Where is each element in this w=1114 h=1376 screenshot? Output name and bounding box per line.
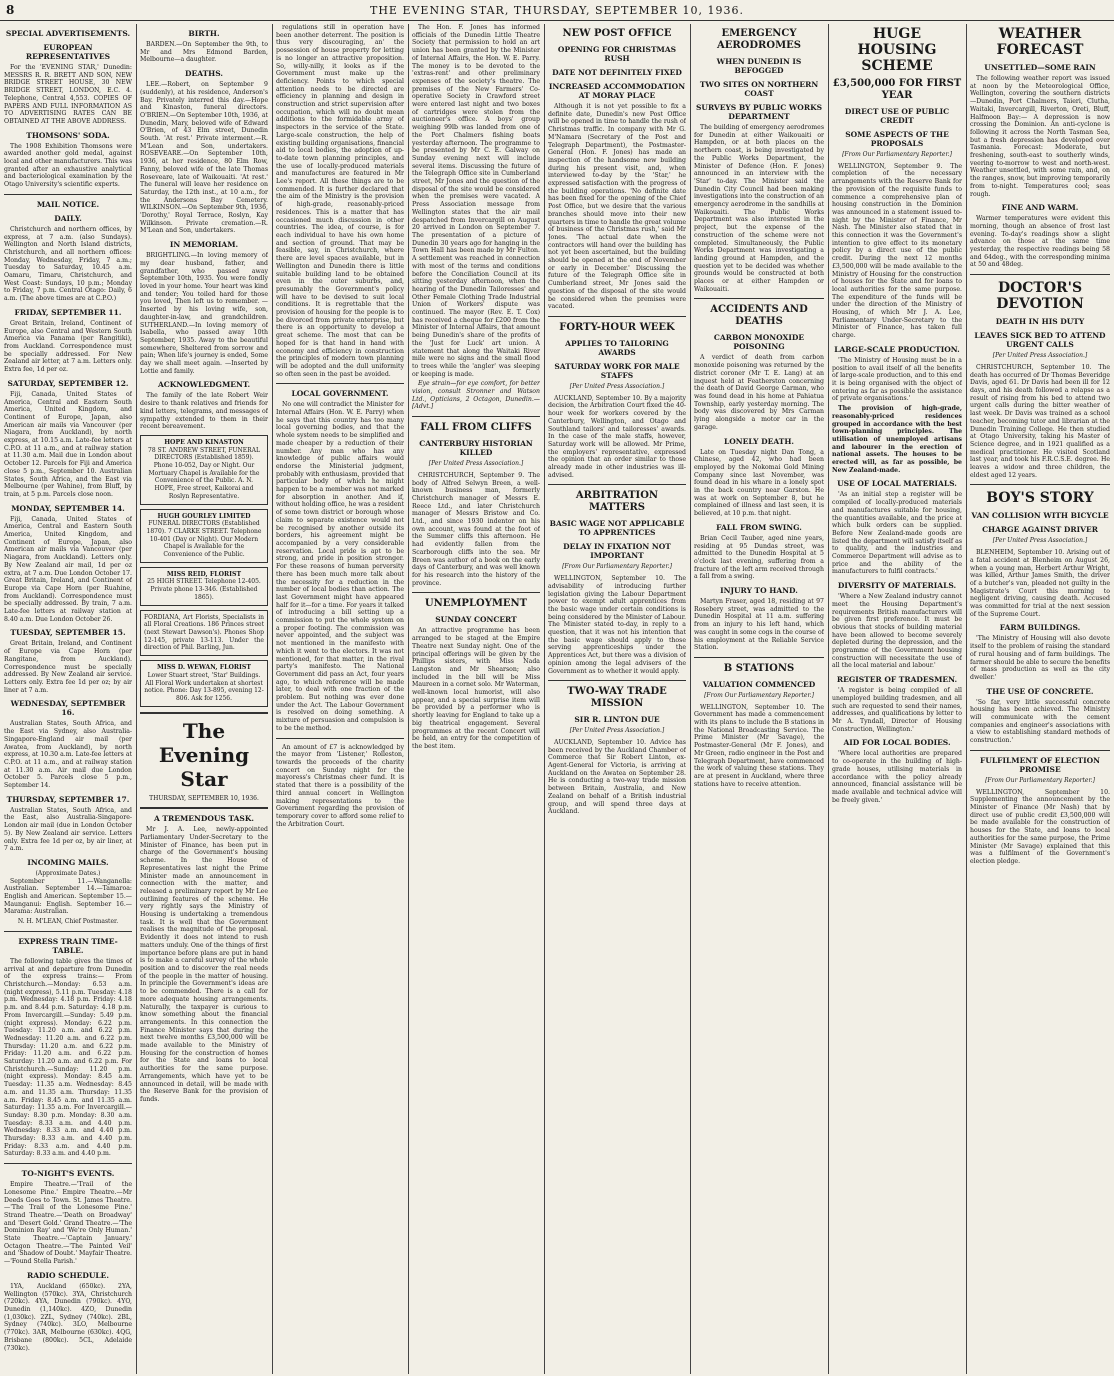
fine-warm-text: Warmer temperatures were evident this morning, though an absence of frost last evening. To-day's readings show a slight advance on those at the same time yesterday, the respective readings being 58 and 64deg., with the corresponding minima at 50 and 48deg. (970, 215, 1110, 269)
incoming-heading: INCOMING MAILS. (27, 857, 109, 867)
ad1-title: HOPE AND KINASTON (164, 438, 244, 446)
forty-hour-sub2: SATURDAY WORK FOR MALE STAFFS (554, 361, 680, 380)
farm-text: 'The Ministry of Housing will also devote itself to the problem of raising the standard of rural housing and of farm buildings. The farmer should be able to secure the benefits of mass production as well as the city dweller.' (970, 635, 1110, 681)
b-stations-agency: [From Our Parliamentary Reporter.] (704, 691, 814, 699)
pledge-heading: FULFILMENT OF ELECTION PROMISE (980, 755, 1100, 774)
injury-heading: INJURY TO HAND. (720, 586, 798, 596)
euro-text: For the 'EVENING STAR,' Dunedin: MESSRS R. R. BRETT AND SON, NEW BRIDGE STREET HOUSE, 30 NEW BRIDGE STREET, LONDON, E.C. 4. Telephone, Central 4,553. COPIES OF PAPERS AND FULL INFORMATION AS TO ADVERTISING RATES CAN BE OBTAINED AT THE ABOVE ADDRESS. (4, 64, 132, 125)
local-bodies-heading: AID FOR LOCAL BODIES. (843, 738, 951, 748)
sat-text: Fiji, Canada, United States of America, Central and Eastern South America, United Kingdom, and Continent of Europe, Japan, also American air mails via Vancouver (per Niagara, from Auckland), by north express, at 10.15 a.m. Late-fee letters at C.P.O. at 11 a.m., and at railway station at 11.30 a.m. Mail due in London about October 12. Parcels for Fiji and America close 5 p.m., September 10. Australian States, South Africa, and the East via Melbourne (per Wahine), from Bluff, by train, at 5 p.m. Parcels close noon. (4, 390, 132, 498)
b-stations-heading: B STATIONS (723, 662, 795, 674)
editorial-continued: regulations still in operation have been another deterrent. The position is thus very discouraging, an' the possession of house property for letting is no longer an attractive proposition. So, willy-nilly, it looks as if the Government must make up the deficiency. Points to which special attention needs to be directed are efficiency in planning and design in construction and strict supervision after occupation, which will no doubt mean additions to the formidable army of inspectors in the service of the State. Large-scale construction, the help of existing building organisations, financial aid to local bodies, the adoption of up-to-date town planning principles, and the use of locally-produced materials and manufactures are featured in Mr Lee's report. All these things are to be commended. It is further declared that the aim of the Ministry is the provision of high-grade, reasonably-priced residences. This is a matter that has occasioned much discussion in other countries. The idea, of course, is for each individual to have his own home and section of ground. That may be feasible, say, in Christchurch, where there are level spaces available, but in Wellington and Dunedin there is little suitable building land to be obtained even in the outer suburbs, and, presumably the Government's policy will have to be devised to suit local conditions. It is regrettable that the provision of housing for the people is to be divorced from private enterprise, but there is an opportunity to develop a great scheme. The most that can be hoped for is that hand in hand with economy and efficiency in construction the principles of modern town planning will be adopted and the dull uniformity so often seen in the past be avoided. (276, 24, 404, 378)
arbitration-heading: ARBITRATION MATTERS (575, 490, 659, 514)
doctor-text: CHRISTCHURCH, September 10. The death has occurred of Dr Thomas Beveridge Davis, aged 61. Dr Davis had been ill for 12 days, and his death followed a relapse as a result of rising from his bed to attend two urgent calls during the bitter weather of last week. Dr Davis was trained as a school teacher, becoming tutor and librarian at the Dunedin Training College. He then studied at Otago University, taking his Master of Science degree, and in 1921 qualified as a medical practitioner. He visited Scotland last year, and took his F.R.C.S.E. degree. He leaves a widow and three children, the eldest aged 12 years. (970, 363, 1110, 479)
mon-text: Fiji, Canada, United States of America, Central and Eastern South America, United Kingdom, and Continent of Europe, Japan, also American air mails via Vancouver (per Niagara, from Auckland). Letters only. By New Zealand air mail, 1d per oz extra, at 7 a.m. Due London October 17. Great Britain, Ireland, and Continent of Europe via Cape Horn (per Ruahine, from Auckland). Correspondence must be specially addressed. By train, 7 a.m. Late-fee letters at railway station at 8.40 a.m. Due London October 26. (4, 515, 132, 623)
memoriam-heading: IN MEMORIAM. (169, 240, 239, 250)
farm-heading: FARM BUILDINGS. (999, 623, 1081, 633)
local-bodies-text: 'Where local authorities are prepared to co-operate in the building of high-grade houses, utilising materials in accordance with the policy already announced, financial assistance will be made available and technical advice will be freely given.' (832, 750, 962, 804)
ack-heading: ACKNOWLEDGMENT. (157, 380, 251, 390)
mail-daily: DAILY. (54, 213, 82, 223)
tue-heading: TUESDAY, SEPTEMBER 15. (10, 628, 126, 638)
fall-text: Brian Cecil Tauber, aged nine years, residing at 95 Dundas street, was admitted to the Dunedin Hospital at 5 o'clock last evening, suffering from a fracture of the left arm received through a fall from a swing. (694, 534, 824, 581)
lonely-heading: LONELY DEATH. (723, 436, 795, 446)
boys-story-agency: [Per United Press Association.] (992, 537, 1088, 545)
weather-text: The following weather report was issued at noon by the Meteorological Office, Wellington, covering the southern districts—Dunedin, Port Chalmers, Taieri, Clutha, Waitaki, Invercargill, Riverton, Oreti, Bluff, Halfmoon Bay:— A depression is now crossing the Dominion. An anti-cyclone is following it across the North Tasman Sea, but a fresh depression has developed over Tasmania. Forecast: Moderate, but freshening, south-east to southerly winds, veering to-morrow to west and north-west. Weather unsettled, with some rain, and, on the ranges, snow, but improving temporarily from to-night. Temperatures cool; seas rough. (970, 75, 1110, 198)
incoming-text: September 11.—Wanganella: Australian. September 14.—Tamaroa: English and American. September 15.—Maunganui: English. September 16.—Marama: Australian. (4, 877, 132, 916)
tue-text: Great Britain, Ireland, and Continent of Europe via Cape Horn (per Rangitane, from Auckland). Correspondence must be specially addressed. By New Zealand air service. Letters only. Extra fee 1d per oz; by air liner at 7 a.m. (4, 640, 132, 694)
charity-text: An amount of £7 is acknowledged by the mayor from 'Listener,' Rolleston, towards the proceeds of the charity concert on Sunday night for the mayoress's Christmas cheer fund. It is stated that there is a possibility of the third annual concert in Wellington making representations to the Government regarding the provision of temporary cover to afford some relief to the Arbitration Court. (276, 743, 404, 828)
ad-wewan (140, 660, 268, 707)
express-text: The following table gives the times of arrival at and departure from Dunedin of the express trains:— From Christchurch.—Monday: 6.53 a.m. (night express), 5.11 p.m. Tuesday: 4.18 p.m. Wednesday: 4.18 p.m. Friday: 4.18 p.m. and 8.44 p.m. Saturday: 4.18 p.m. From Invercargill.—Sunday: 5.49 p.m. (night express). Monday: 6.22 p.m. Tuesday: 11.20 a.m. and 6.22 p.m. Wednesday: 11.20 a.m. and 6.22 p.m. Thursday: 11.20 a.m. and 6.22 p.m. Friday: 11.20 a.m. and 6.22 p.m. Saturday: 11.20 a.m. and 6.22 p.m. For Christchurch.—Sunday: 11.20 p.m. (night express). Monday: 8.45 a.m. Tuesday: 11.35 a.m. Wednesday: 8.45 a.m. and 11.35 a.m. Thursday: 11.35 a.m. Friday: 8.45 a.m. and 11.35 a.m. Saturday: 11.35 a.m. For Invercargill.—Sunday: 8.30 p.m. Monday: 8.30 a.m. Tuesday: 8.33 a.m. and 4.40 p.m. Wednesday: 8.33 a.m. and 4.40 p.m. Thursday: 8.33 a.m. and 4.40 p.m. Friday: 8.33 a.m. and 4.40 p.m. Saturday: 8.33 a.m. and 4.40 p.m. (4, 957, 132, 1158)
euro-heading: EUROPEAN REPRESENTATIVES (25, 43, 111, 61)
accidents-heading: ACCIDENTS AND DEATHS (710, 304, 808, 328)
local-materials-text: 'As an initial step a register will be compiled of locally-produced materials and manufactures suitable for housing, the quantities available, and the price at which bulk orders can be supplied. Before New Zealand-made goods are listed the department will satisfy itself as to quality, and the industries and Commerce Department will advise as to price and the ability of the manufacturers to fulfil contracts.' (832, 491, 962, 576)
birth-heading: BIRTH. (188, 29, 220, 38)
unemployment-text: An attractive programme has been arranged to be staged at the Empire Theatre next Sunday night. One of the principal offerings will be given by the Phillips sisters, with Miss Nada Langston and Mr Shearson; also included in the bill will be Miss Maureen in a cornet solo. Mr Waterman, well-known local humorist, will also appear, and a special surprise item will be provided by a performer who is shortly leaving for England to take up a big theatrical engagement. Several programmes at the recent Concert will be held, an entry for the competition of the best item. (412, 627, 540, 750)
mail-text: Christchurch and northern offices, by express, at 7 a.m. (also Sundays). Wellington and North Island districts, Christchurch, and all northern offices: Monday, Wednesday, Friday, 7 a.m.; Tuesday to Saturday, 10.45 a.m. Oamaru, Timaru, Christchurch, and West Coast: Sundays, 10 p.m.; Monday to Friday, 7 p.m. Central Otago: Daily, 6 a.m. (The above times are at C.P.O.) (4, 225, 132, 303)
thu-heading: THURSDAY, SEPTEMBER 17. (6, 794, 130, 804)
wed-text: Australian States, South Africa, and the East via Sydney, also Australia-Singapore-England air mail (per Awatea, from Auckland), by north express, at 10.30 a.m. Late-fee letters at C.P.O. at 11 a.m., and at railway station at 11.30 a.m. Air mail due London October 5. Parcels close 5 p.m., September 14. (4, 720, 132, 790)
ad3-text: 25 HIGH STREET. Telephone 12-405. Private phone 13-346. (Established 1865). (147, 578, 261, 601)
column-4 (412, 24, 540, 1374)
falls-agency: [Per United Press Association.] (428, 460, 524, 468)
falls-heading: FALL FROM CLIFFS (420, 422, 532, 434)
trade-mission-heading: TWO-WAY TRADE MISSION (567, 686, 667, 710)
forty-hour-agency: [Per United Press Association.] (569, 382, 665, 390)
boys-story-text: BLENHEIM, September 10. Arising out of a fatal accident at Blenheim on August 26, when a young man, Herbert Arthur Wright, was killed, Arthur James Smith, the driver of a butcher's van, pleaded not guilty in the Magistrate's Court this morning to negligent driving, causing death. Accused was committed for trial at the next session of the Supreme Court. (970, 549, 1110, 618)
ad5-text: Lower Stuart street, 'Star' Buildings. All Floral Work undertaken at shortest notice. Phone: Day 13-895, evening 12-806. Ask for 1256. (144, 671, 264, 702)
ad-hugh-gourley (140, 509, 268, 563)
arbitration-text: WELLINGTON, September 10. The advisability of introducing further legislation giving the Labour Department power to exempt adult apprentices from the basic wage under certain conditions is being considered by the Minister of Labour. The Minister stated to-day, in reply to a question, that it was not his intention that the basic wage should apply to those serving apprenticeships under the Apprentices Act, but there was a division of opinion among the legal advisers of the Government as to whether it would apply. (548, 575, 686, 675)
column-1 (4, 24, 132, 1374)
doctor-agency: [Per United Press Association.] (992, 352, 1088, 360)
post-office-sub3: INCREASED ACCOMMODATION AT MORAY PLACE (548, 82, 686, 100)
arbitration-agency: [From Our Parliamentary Reporter.] (562, 563, 672, 571)
doctor-heading: DOCTOR'S DEVOTION (996, 280, 1084, 313)
large-scale-heading: LARGE-SCALE PRODUCTION. (834, 344, 960, 354)
housing-sub3: SOME ASPECTS OF THE PROPOSALS (845, 130, 949, 148)
arbitration-sub2: DELAY IN FIXATION NOT IMPORTANT (563, 542, 671, 561)
register-text: 'A register is being compiled of all unemployed building tradesmen, and all such are requested to send their names, addresses, and qualifications by letter to Mr A. Tyndall, Director of Housing Construction, Wellington.' (832, 687, 962, 733)
large-scale-text: 'The Ministry of Housing must be in a position to avail itself of all the benefits of large-scale production, and to this end it is being organised with the object of entering as far as possible the assistance of private organisations.' (832, 356, 962, 403)
advert-snippet: Eye strain—for eye comfort, for better vision, consult Stronner and Watson Ltd., Opticians, 2 Octagon, Dunedin.—[Advt.] (412, 380, 540, 411)
sat-heading: SATURDAY, SEPTEMBER 12. (7, 378, 129, 388)
diversity-text: 'Where a New Zealand industry cannot meet the Housing Department's requirements British manufacturers will be given first preference. It must be obvious that stocks of building material have been allowed to become severely depleted during the depression, and the programme of the Government housing construction will necessitate the use of all the local material and labour.' (832, 593, 962, 670)
news-notes: The Hon. F. Jones has informed officials of the Dunedin Little Theatre Society that permission to hold an art union has been granted by the Minister of Internal Affairs, the Hon. W. E. Parry. The money is to be devoted to the 'extras-rent' and other preliminary expenses of the society's theatre. The premises of the New Farmers' Co-operative Society in Crawford street were entered last night and two boxes of cartridges were stolen from the auctioneer's office. A boys' group weighing 99lb was landed from one of the Port Chalmers fishing boats yesterday afternoon. The programme to be presented by Mr C. E. Galway on Sunday evening next will include several items. Discussing the future of the Telegraph Office site in Cumberland street, Mr Jones and the question of the disposal of the site would be considered when the premises were vacated. A Press Association message from Wellington states that the air mail despatched from Invercargill on August 20 arrived in London on September 7. The presentation of a picture of Dunedin 30 years ago for hanging in the Town Hall has been made by Mr Fulton. A settlement was reached in connection with most of the terms and conditions before the Conciliation Council at its sitting yesterday afternoon, when the hearing of the Dunedin Tailoresses' and Other Female Clothing Trade Industrial Union of Workers' dispute was continued. The mayor (Rev. E. T. Cox) has received a cheque for £200 from the Minister of Internal Affairs, that amount being Dunedin's share of the profits of the 'Just for Luck' art union. A statement that along the Waitaki River mile were no signs and the small flood to trees while the 'angler' was sleeping or keeping is made. (412, 24, 540, 378)
concrete-heading: THE USE OF CONCRETE. (986, 686, 1094, 696)
unemployment-heading: UNEMPLOYMENT (424, 598, 528, 610)
post-office-sub1: OPENING FOR CHRISTMAS RUSH (557, 45, 677, 63)
aerodromes-sub3: SURVEYS BY PUBLIC WORKS DEPARTMENT (695, 103, 823, 121)
ad-fordiana (140, 610, 268, 657)
thu-text: Australian States, South Africa, and the East, also Australia-Singapore-London air mail (due in London October 5). By New Zealand air service. Letters only. Extra fee 1d per oz, by air liner, at 7 a.m. (4, 806, 132, 853)
ad3-title: MISS REID, FLORIST (166, 570, 242, 578)
mon-heading: MONDAY, SEPTEMBER 14. (11, 503, 125, 513)
post-office-sub2: DATE NOT DEFINITELY FIXED (552, 68, 682, 77)
radio-text: 1YA, Auckland (650kc). 2YA, Wellington (570kc). 3YA, Christchurch (720kc). 4YA, Dunedin (790kc). 4YO, Dunedin (1,140kc). 4ZO, Dunedin (1,030kc). 2ZL, Sydney (740kc). 2BL, Sydney (740kc). 3LO, Melbourne (770kc). 3AR, Melbourne (630kc). 4QG, Brisbane (800kc). 5CL, Adelaide (730kc). (4, 1282, 132, 1352)
column-3 (276, 24, 404, 1374)
ad-hope-kinaston (140, 435, 268, 505)
accidents-sub: CARBON MONOXIDE POISONING (713, 333, 805, 352)
ad2-text: FUNERAL DIRECTORS (Established 1870). 7 CLARKE STREET. Telephone 10-401 (Day or Night). Our Modern Chapel is Available for the Convenience of the Public. (146, 520, 262, 559)
thomsons-heading: THOMSONS' SODA. (26, 130, 110, 140)
radio-heading: RADIO SCHEDULE. (26, 1270, 110, 1280)
local-gov-text: No one will contradict the Minister for Internal Affairs (Hon. W. E. Parry) when he says that this country has too many local governing bodies, and that the whole system needs to be simplified and made cheaper by a reduction of their number. Any man who has any knowledge of public affairs would endorse the Ministerial judgment, probably with enthusiasm, provided that particular body of which he might happen to be a member was not marked for absorption in another. And if, without holding office, he was a resident of some town district or borough whose claim to separate existence would not be recognised by another outside its borders, his agreement might be accompanied by a very considerable reservation. Local pride is apt to be strong, and pride in position stronger. For these reasons of human perversity there has been much more talk about the necessity for a reduction in the number of local bodies than action. The last Government might have appeared half for it—for a time. For years it talked of introducing a bill setting up a commission to put the whole system on a proper footing. The commission was never appointed, and the subject was not mentioned in the manifesto with which it went to the electors. It was not mentioned, for that matter, in the rival party's manifesto. The National Government did pass an Act, four years ago, to which reference will be made later, to deal with one fraction of the problem. But nothing was ever done under the Act. The Labour Government is resolved on doing something. A mixture of persuasion and compulsion is to be the method. (276, 401, 404, 732)
boys-story-sub2: CHARGE AGAINST DRIVER (982, 525, 1098, 535)
tonight-text: Empire Theatre.—'Trail of the Lonesome Pine.' Empire Theatre.—Mr Deeds Goes to Town. St. James Theatre.—'The Trail of the Lonesome Pine.' Strand Theatre.—'Death on Broadway' and 'Desert Gold.' Grand Theatre.—'The Dominion Ray' and 'We're Only Human.' State Theatre.—'Captain January.' Octagon Theatre.—'The Painted Veil' and 'Shadow of Doubt.' Mayfair Theatre.—'Found Stella Parish.' (4, 1181, 132, 1266)
trade-mission-agency: [Per United Press Association.] (569, 727, 665, 735)
lonely-text: Late on Tuesday night Dan Tong, a Chinese, aged 42, who had been employed by the Nokomai Gold Mining Company since last November, was found dead in his whare in a lonely spot in the back country near Garston. He was at work on September 8, but he complained of illness and last seen, it is believed, at 10 p.m. that night. (694, 448, 824, 518)
editorial-text: Mr J. A. Lee, newly-appointed Parliamentary Under-Secretary to the Minister of Finance, has been put in charge of the Government's housing scheme. In the House of Representatives last night the Prime Minister made an announcement in connection with the matter, and released a preliminary report by Mr Lee outlining features of the scheme. He very rightly says the Ministry of Housing is undertaking a tremendous task. It is well that the Government realises the magnitude of the proposal. Evidently it does not intend to rush matters unduly. One of the things of first importance before plans are put in hand is to make a careful survey of the whole position and to discover the real needs of the people in the matter of housing. In principle the Government's ideas are to be commended. There is a call for more adequate housing arrangements. Naturally, the taxpayer is curious to know something about the financial arrangements. In this connection the Finance Minister says that during the next twelve months £3,500,000 will be made available to the Ministry of Housing for the construction of homes for the State and loans to local authorities for the same purpose. Arrangements, which have yet to be announced in detail, will be made with the Reserve Bank for the provision of funds. (140, 826, 268, 1103)
forty-hour-sub1: APPLIES TO TAILORING AWARDS (565, 338, 669, 357)
deaths-text: LEE.—Robert, on September 9 (suddenly), at his residence, Anderson's Bay. Privately interred this day.—Hope and Kinaston, funeral directors. O'BRIEN.—On September 10th, 1936, at Dunedin, Mary, beloved wife of Edward O'Brien, of 43 Elm street, Dunedin South. 'At rest.' Private interment.—R. M'Lean and Son, undertakers. ROSEVEARE.—On September 10th, 1936, at her residence, 80 Elm Row, Fanny, beloved wife of the late Thomas Roseveare, late of Waikouaiti. 'At rest.' The funeral will leave her residence on Saturday, the 12th inst., at 10 a.m., for the Andersons Bay Cemetery. WILKINSON.—On September 9th, 1936, 'Dorothy,' Royal Terrace, Roslyn, Kay Wilkinson. Private cremation.—R. M'Lean and Son, undertakers. (140, 81, 268, 235)
local-gov-heading: LOCAL GOVERNMENT. (291, 389, 389, 399)
column-2 (140, 24, 268, 1374)
newspaper-title: THE EVENING STAR, THURSDAY, SEPTEMBER 10, 1936. (370, 4, 744, 17)
forty-hour-text: AUCKLAND, September 10. By a majority decision, the Arbitration Court fixed the 40-hour week for workers covered by the Canterbury, Wellington, and Otago and Southland tailors' and tailoresses' awards. In the case of the male staffs, however, Saturday work will be allowed. Mr Prime, the employers' representative, expressed the opinion that an order similar to those already made in other industries was ill-advised. (548, 394, 686, 479)
aerodromes-sub1: WHEN DUNEDIN IS BEFOGGED (716, 57, 802, 75)
deaths-heading: DEATHS. (184, 69, 224, 79)
column-5 (548, 24, 686, 1374)
column-8 (970, 24, 1110, 1374)
aerodromes-text: The building of emergency aerodromes for Dunedin at either Waikouaiti or Hampden, or at both places on the northern coast, is being investigated by the Public Works Department, the Minister of Defence (Hon. F. Jones) announced in an interview with the 'Star' to-day. The Minister said the Dunedin City Council had been making investigations into the construction of an emergency aerodrome in the sandhills at Waikouaiti. The Public Works Department was also interested in the project, but the expense of the construction of the scheme were not completed. Simultaneously, the Public Works Department was investigating a landing ground at Hampden, and the question yet to be decided was whether grounds would be constructed at both places or at either Hampden or Waikouaiti. (694, 124, 824, 293)
forty-hour-heading: FORTY-HOUR WEEK (559, 321, 675, 333)
register-heading: REGISTER OF TRADESMEN. (836, 675, 958, 685)
postmaster-signature: N. H. M'LEAN, Chief Postmaster. (17, 918, 119, 926)
ad1-text: 78 ST. ANDREW STREET, FUNERAL DIRECTORS (Established 1859). Phone 10-052, Day or Night. Our Mortuary Chapel is Available for the Convenience of the Public. A. N. HOPE, Free street, Kaikorai and Roslyn Representative. (148, 446, 260, 500)
aerodromes-sub2: TWO SITES ON NORTHERN COAST (699, 80, 819, 98)
thomsons-text: The 1908 Exhibition Thomsons were awarded another gold medal, against local and other manufacturers. This was granted after an exhaustive analytical and bacteriological examination by the Otago University's scientific experts. (4, 142, 132, 189)
pledge-text: WELLINGTON, September 10. Supplementing the announcement by the Minister of Finance (Mr Nash) that by direct use of public credit £3,500,000 will be made available for the construction of houses for the State, and loans to local authorities for the same purpose, the Prime Minister (Mr Savage) explained that this was a fulfilment of the Government's election pledge. (970, 788, 1110, 865)
paper-nameplate: The Evening Star (158, 718, 250, 791)
trade-mission-sub: SIR R. LINTON DUE (574, 715, 660, 725)
ad-miss-reid (140, 567, 268, 606)
unemployment-sub: SUNDAY CONCERT (435, 615, 517, 625)
accidents-text: A verdict of death from carbon monoxide poisoning was returned by the district coroner (Mr T. E. Lang) at an inquest held at Featherston concerning the death of David George Carman, who was found dead in his home at Pahiatua Township, early yesterday morning. The body was discovered by Mrs Carman lying alongside a motor car in the garage. (694, 354, 824, 431)
weather-sub: UNSETTLED—SOME RAIN (984, 63, 1096, 72)
housing-text: WELLINGTON, September 9. The completion of the necessary arrangements with the Reserve Bank for the provision of the requisite funds to commence a comprehensive plan of housing construction in the Dominion was announced in a statement issued to-night by the Minister of Finance, Mr Nash. The Minister also stated that in this connection it was the Government's intention to give effect to its monetary policy by a direct use of the public credit. During the next 12 months £3,500,000 will be made available to the Ministry of Housing for the construction of houses for the State and for loans to local authorities for the same purpose. The expenditure of the funds will be under the direction of the Ministry of Housing, of which Mr J. A. Lee, Parliamentary Under-Secretary to the Minister of Finance, has taken full charge. (832, 162, 962, 340)
b-stations-sub: VALUATION COMMENCED (702, 679, 816, 689)
ad2-title: HUGH GOURLEY LIMITED (157, 512, 251, 520)
aerodromes-heading: EMERGENCY AERODROMES (716, 28, 801, 51)
housing-sub2: DIRECT USE OF PUBLIC CREDIT (844, 107, 950, 125)
weather-heading: WEATHER FORECAST (996, 26, 1084, 58)
masthead (0, 0, 1114, 21)
falls-text: CHRISTCHURCH, September 9. The body of Alfred Selwyn Breen, a well-known business man, formerly Christchurch manager of Messrs E. Reece Ltd., and later Christchurch manager of Messrs Bristow and Co. Ltd., and since 1930 indentor on his own account, was found at the foot of the Summer cliffs this afternoon. He had evidently fallen from the Scarborough cliffs into the sea. Mr Breen was author of a book on the early days of Canterbury, and was well known for his research into the history of the province. (412, 471, 540, 587)
post-office-heading: NEW POST OFFICE (562, 28, 672, 39)
paper-date: THURSDAY, SEPTEMBER 10, 1936. (149, 794, 259, 802)
falls-sub: CANTERBURY HISTORIAN KILLED (419, 439, 533, 458)
arbitration-sub1: BASIC WAGE NOT APPLICABLE TO APPRENTICES (549, 519, 685, 538)
b-stations-text: WELLINGTON, September 10. The Government has made a commencement with its plans to include the B stations in the National Broadcasting Service. The Prime Minister (Mr Savage), the Postmaster-General (Mr F. Jones), and Mr Green, radio engineer in the Post and Telegraph Department, have commenced the work of valuing these stations. They are at present in Auckland, where three stations have to receive attention. (694, 703, 824, 788)
diversity-heading: DIVERSITY OF MATERIALS. (837, 581, 957, 591)
wed-heading: WEDNESDAY, SEPTEMBER 16. (10, 699, 126, 718)
fri-heading: FRIDAY, SEPTEMBER 11. (14, 307, 122, 317)
trade-mission-text: AUCKLAND, September 10. Advice has been received by the Auckland Chamber of Commerce that Sir Robert Linton, ex-Agent-General for Victoria, is arriving at Auckland on the Awatea on September 28. He is conducting a two-way trade mission between Britain, Australia, and New Zealand on behalf of a British industrial group, and will spend three days at Auckland. (548, 738, 686, 816)
housing-sub1: £3,500,000 FOR FIRST YEAR (832, 78, 962, 101)
fine-warm-heading: FINE AND WARM. (1001, 203, 1079, 213)
boys-story-heading: BOY'S STORY (986, 490, 1094, 507)
column-7 (832, 24, 962, 1374)
ad5-title: MISS D. WEWAN, FLORIST (157, 664, 251, 672)
express-heading: EXPRESS TRAIN TIME-TABLE. (18, 936, 118, 955)
housing-aims: The provision of high-grade, reasonably-priced residences grouped in accordance with the best town-planning principles. The utilisation of unemployed artisans and labourer in the erection of national assets. The houses to be erected will, as far as possible, be New Zealand-made. (832, 405, 962, 474)
birth-text: BARDEN.—On September the 9th, to Mr and Mrs Edmond Barden, Melbourne—a daughter. (140, 41, 268, 64)
post-office-text: Although it is not yet possible to fix a definite date, Dunedin's new Post Office will be opened in time to handle the rush of Christmas traffic. In company with Mr G. M'Namara (Secretary of the Post and Telegraph Department), the Postmaster-General (Hon. F. Jones) has made an inspection of the handsome new building during his present visit, and, when interviewed to-day by the 'Star,' he expressed satisfaction with the progress of the building operations. 'No definite date has been fixed for the opening of the Chief Post Office, but we desire that the various branches should move into their new quarters in time to handle the great volume of business of the Christmas rush,' said Mr Jones. 'The actual date when the contractors will hand over the building has not yet been ascertained, but the building should be opened at the end of November or early in December.' Discussing the future of the Telegraph Office site in Cumberland street, Mr Jones said the question of the disposal of the site would be considered when the premises were vacated. (548, 103, 686, 311)
memoriam-text: BRIGHTLING.—In loving memory of my dear husband, father, and grandfather, who passed away September 10th, 1935. You were fondly loved in your home. Your heart was kind and tender; You toiled hard for those you loved, Then left us to remember. —Inserted by his loving wife, son, daughter-in-law, and grandchildren. SUTHERLAND.—In loving memory of Isabella, who passed away 10th September, 1935. Away to the beautiful somewhere, Sheltered from sorrow and pain; When life's journey is ended, Some day we shall meet again. —Inserted by Lottie and family. (140, 252, 268, 375)
ack-text: The family of the late Robert Weir desire to thank relatives and friends for kind letters, telegrams, and messages of sympathy extended to them in their recent bereavement. (140, 392, 268, 431)
special-ads-heading: SPECIAL ADVERTISEMENTS. (5, 29, 131, 38)
injury-text: Martyn Fraser, aged 18, residing at 97 Rosebery street, was admitted to the Dunedin Hospital at 11 a.m. suffering from an injury to his left hand, which was caught in some cogs in the course of his employment at the Reliable Service Station. (694, 598, 824, 652)
editorial-heading: A TREMENDOUS TASK. (154, 814, 254, 824)
local-materials-heading: USE OF LOCAL MATERIALS. (837, 479, 957, 489)
housing-heading: HUGE HOUSING SCHEME (857, 26, 937, 74)
fri-text: Great Britain, Ireland, Continent of Europe, also Central and Western South America via Panama (per Rangitiki), from Auckland. Correspondence must be specially addressed. For New Zealand air letter, at 7 a.m. Letters only. Extra fee, 1d per oz. (4, 319, 132, 374)
boys-story-sub1: VAN COLLISION WITH BICYCLE (971, 511, 1109, 521)
concrete-text: 'So far, very little successful concrete housing has been achieved. The Ministry will communicate with the cement companies and engineer's associations with a view to establishing standard methods of construction.' (970, 698, 1110, 745)
ad4-text: FORDIANA, Art Florists, Specialists in all Floral Creations. 186 Princes street (next Stewart Dawson's). Phones Shop 12-145, private 13-113. Under the direction of Phil. Barling, Jun. (144, 613, 264, 652)
housing-agency: [From Our Parliamentary Reporter.] (842, 151, 952, 158)
incoming-sub: (Approximate Dates.) (35, 869, 101, 877)
mail-heading: MAIL NOTICE. (36, 199, 100, 209)
page-number: 8 (6, 3, 15, 17)
doctor-sub1: DEATH IN HIS DUTY (995, 317, 1085, 327)
column-6 (694, 24, 824, 1374)
pledge-agency: [From Our Parliamentary Reporter.] (985, 776, 1095, 784)
fall-heading: FALL FROM SWING. (716, 522, 802, 532)
tonight-heading: TO-NIGHT'S EVENTS. (21, 1169, 115, 1179)
doctor-sub2: LEAVES SICK BED TO ATTEND URGENT CALLS (974, 331, 1106, 350)
